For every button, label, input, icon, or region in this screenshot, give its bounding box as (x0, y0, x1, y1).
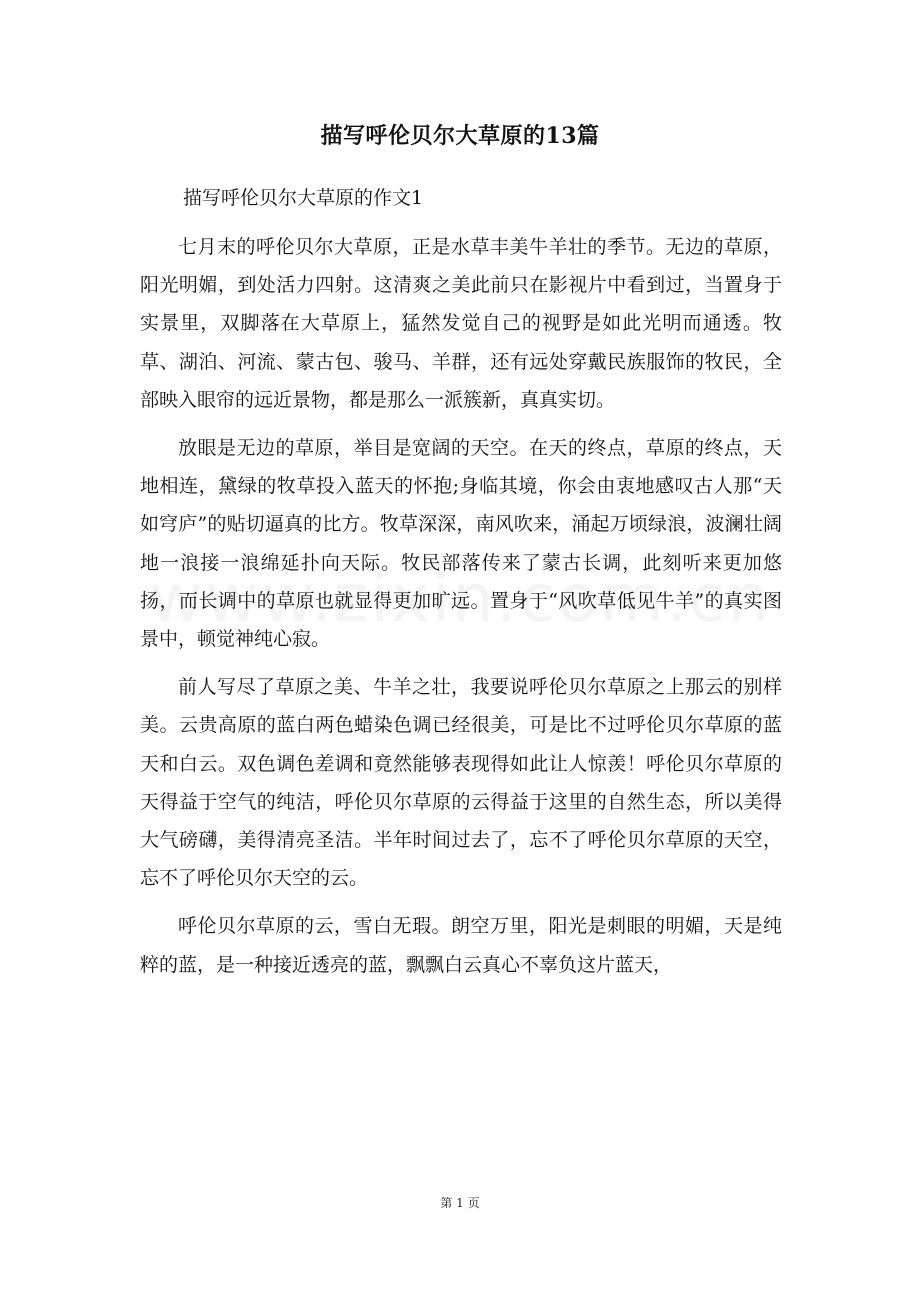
paragraph: 前人写尽了草原之美、牛羊之壮，我要说呼伦贝尔草原之上那云的别样美。云贵高原的蓝白两色蜡染色调已经很美，可是比不过呼伦贝尔草原的蓝天和白云。双色调色差调和竟然能够表现得如此让人惊羡！呼伦贝尔草原的天得益于空气的纯洁，呼伦贝尔草原的云得益于这里的自然生态，所以美得大气磅礴，美得清亮圣洁。半年时间过去了，忘不了呼伦贝尔草原的天空，忘不了呼伦贝尔天空的云。 (140, 676, 782, 890)
paragraph: 七月末的呼伦贝尔大草原，正是水草丰美牛羊壮的季节。无边的草原，阳光明媚，到处活力四射。这清爽之美此前只在影视片中看到过，当置身于实景里，双脚落在大草原上，猛然发觉自己的视野是如此光明而通透。牧草、湖泊、河流、蒙古包、骏马、羊群，还有远处穿戴民族服饰的牧民，全部映入眼帘的远近景物，都是那么一派簇新，真真实切。 (140, 236, 782, 411)
paragraph: 放眼是无边的草原，举目是宽阔的天空。在天的终点，草原的终点，天地相连，黛绿的牧草投入蓝天的怀抱;身临其境，你会由衷地感叹古人那“天如穹庐”的贴切逼真的比方。牧草深深，南风吹来，涌起万顷绿浪，波澜壮阔地一浪接一浪绵延扑向天际。牧民部落传来了蒙古长调，此刻听来更加悠扬，而长调中的草原也就显得更加旷远。置身于“风吹草低见牛羊”的真实图景中，顿觉神纯心寂。 (140, 437, 782, 651)
page-number: 第 1 页 (440, 1196, 480, 1210)
page-title: 描写呼伦贝尔大草原的13篇 (320, 123, 600, 149)
article-body (140, 228, 782, 994)
paragraph: 呼伦贝尔草原的云，雪白无瑕。朗空万里，阳光是刺眼的明媚，天是纯粹的蓝，是一种接近透亮的蓝，飘飘白云真心不辜负这片蓝天， (140, 915, 782, 976)
section-heading: 描写呼伦贝尔大草原的作文1 (183, 187, 424, 209)
